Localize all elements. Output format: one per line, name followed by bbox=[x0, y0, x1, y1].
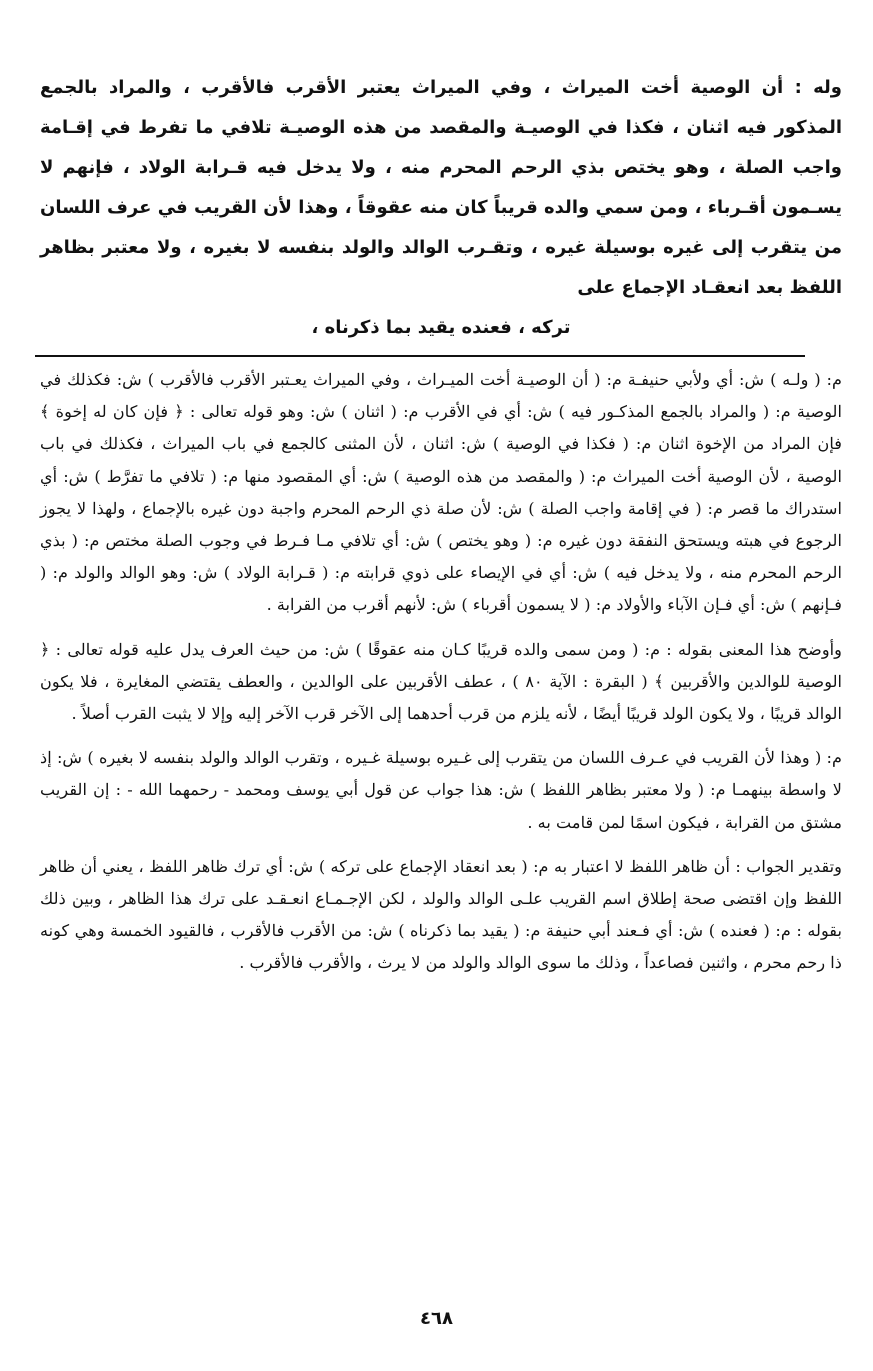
section-divider bbox=[35, 355, 805, 357]
main-text bbox=[40, 68, 842, 348]
main-text-line: يختص بذي الرحم المحرم منه ، ولا يدخل فيه قـرابة الولاد ، فإنهم لا يسـمون أقـرباء ، ومن bbox=[40, 157, 842, 218]
commentary-paragraph: م: ( ولـه ) ش: أي ولأبي حنيفـة م: ( أن الوصيـة أخت الميـراث ، وفي الميراث يعـتبر الأقرب فالأقرب ) ش: فكذلك في الوصية م: ( والمراد بالجمع المذكـور فيه ) ش: أي في الأقرب م: ( اثنان ) ش: وهو قوله تعالى : ﴿ فإن كان له إخوة ﴾ فإن المراد من الإخوة اثنان م: ( فكذا في الوصية ) ش: اثنان ، لأن المثنى كالجمع في باب الميراث ، فكذلك في باب الوصية ، لأن الوصية أخت الميراث م: ( والمقصد من هذه الوصية ) ش: أي المقصود منها م: ( تلافي ما تفرَّط ) ش: أي استدراك ما قصر م: ( في إقامة واجب الصلة ) ش: لأن صلة ذي الرحم المحرم واجبة دون غيره بالإجماع ، ولهذا لا يجوز الرجوع في هبته ويستحق النفقة دون غيره م: ( وهو يختص ) ش: أي تلافي مـا فـرط في وجوب الصلة مختص م: ( بذي الرحم المحرم منه ، ولا يدخل فيه ) ش: أي في الإيصاء على ذوي قرابته م: ( قـرابة الولاد ) ش: وهو الوالد والولد م: ( فـإنهم ) ش: أي فـإن الآباء والأولاد م: ( لا يسمون أقرباء ) ش: لأنهم أقرب من القرابة . bbox=[40, 370, 842, 615]
main-text-line: اثنان ، فكذا في الوصيـة والمقصد من هذه الوصيـة تلافي ما تفرط في إقـامة واجب الصلة ، وهو bbox=[40, 117, 842, 178]
main-text-line: سمي والده قريباً كان منه عقوقاً ، وهذا لأن القريب في عرف اللسان من يتقرب إلى غيره بوسيلة bbox=[40, 197, 842, 258]
page-number: ٤٦٨ bbox=[420, 1308, 453, 1329]
main-text-line: وله : أن الوصية أخت الميراث ، وفي الميراث يعتبر الأقرب فالأقرب ، والمراد بالجمع المذكور فيه bbox=[40, 77, 842, 138]
commentary-paragraph: م: ( وهذا لأن القريب في عـرف اللسان من يتقرب إلى غـيره بوسيلة غـيره ، وتقرب الوالد والولد بنفسه لا بغيره ) ش: إذ لا واسطة بينهمـا م: ( ولا معتبر بظاهر اللفظ ) ش: هذا جواب عن قول أبي يوسف ومحمد - رحمهما الله - : إن القريب مشتق من القرابة ، فيكون اسمًا لمن قامت به . bbox=[40, 748, 842, 832]
main-text-line: غيره ، وتقـرب الوالد والولد بنفسه لا بغيره ، ولا معتبر بظاهر اللفظ بعد انعقـاد الإجماع على bbox=[40, 237, 842, 298]
commentary-block bbox=[40, 364, 842, 992]
commentary-paragraph: وأوضح هذا المعنى بقوله : م: ( ومن سمى والده قريبًا كـان منه عقوقًا ) ش: من حيث العرف يدل عليه قوله تعالى : ﴿ الوصية للوالدين والأقربين ﴾ ( البقرة : الآية ٨٠ ) ، عطف الأقربين على الوالدين ، والعطف يقتضي المغايرة ، فلا يكون الوالد قريبًا ، ولا يكون الولد قريبًا أيضًا ، لأنه يلزم من قرب أحدهما إلى الآخر قرب الآخر إليه وإلا لا يثبت القرب أصلاً . bbox=[40, 639, 842, 724]
main-text-line: تركه ، فعنده يقيد بما ذكرناه ، bbox=[311, 317, 571, 338]
main-text-block bbox=[40, 68, 842, 348]
commentary-paragraph: وتقدير الجواب : أن ظاهر اللفظ لا اعتبار به م: ( بعد انعقاد الإجماع على تركه ) ش: أي ترك ظاهر اللفظ ، يعني أن ظاهر اللفظ وإن اقتضى صحة إطلاق اسم القريب علـى الوالد والولد ، لكن الإجـمـاع انعـقـد على ترك هذا الظاهر ، وبين ذلك بقوله : م: ( فعنده ) ش: أي فـعند أبي حنيفة م: ( يقيد بما ذكرناه ) ش: من الأقرب فالأقرب ، فالقيود الخمسة وهي كونه ذا رحم محرم ، واثنين فصاعداً ، وذلك ما سوى الوالد والولد من لا يرث ، والأقرب فالأقرب . bbox=[40, 856, 842, 973]
